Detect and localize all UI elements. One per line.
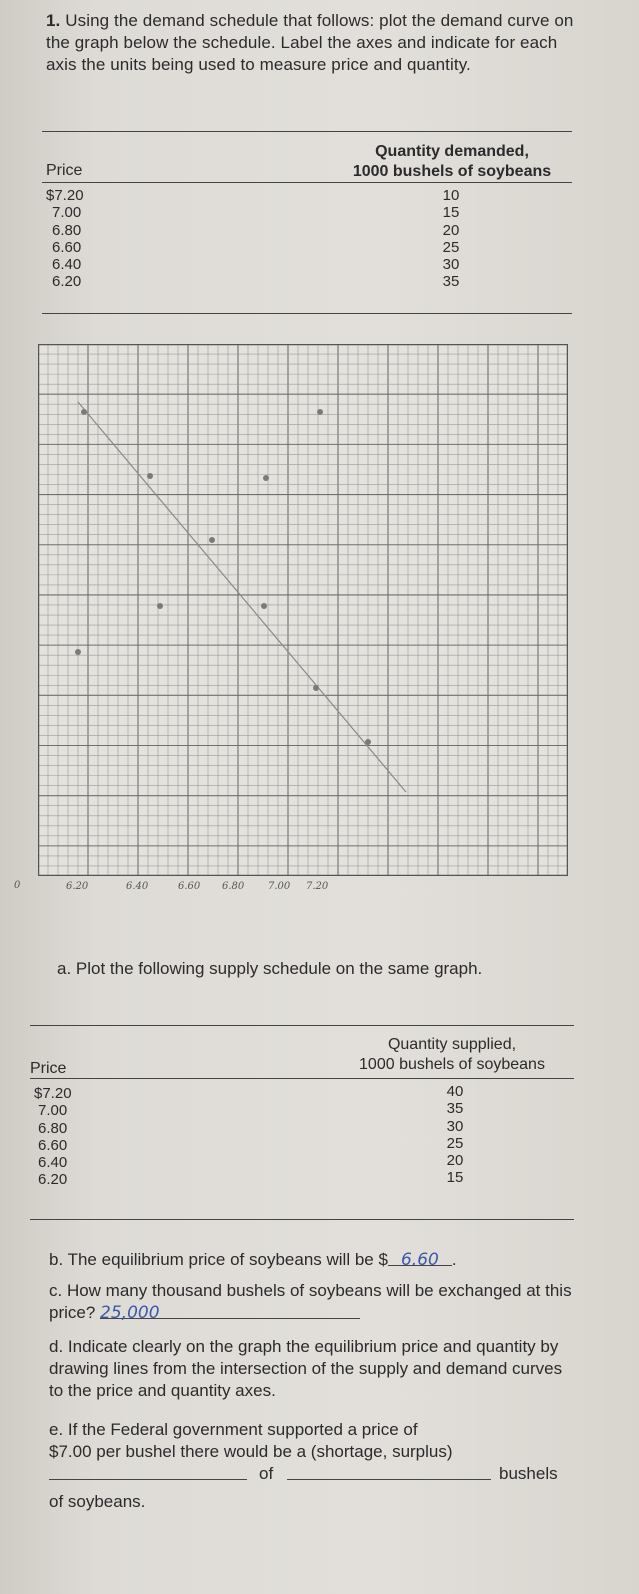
supply-price-1: 7.00	[38, 1102, 68, 1120]
demand-qty-header-line2: 1000 bushels of soybeans	[352, 163, 552, 180]
supply-qty-0: 40	[446, 1083, 464, 1100]
part-b-text: b. The equilibrium price of soybeans will be $	[49, 1250, 388, 1269]
demand-price-2: 6.80	[52, 221, 82, 239]
handwritten-axis-4: 7.00	[268, 881, 291, 892]
graph-paper	[38, 344, 568, 876]
part-a: a. Plot the following supply schedule on the same graph.	[57, 959, 483, 978]
supply-price-0: $7.20	[34, 1085, 72, 1102]
pencil-plot-point	[75, 649, 81, 655]
supply-qty-5: 15	[446, 1169, 464, 1187]
demand-qty-column	[436, 187, 466, 291]
demand-price-0: $7.20	[46, 187, 84, 204]
part-c	[49, 1280, 574, 1324]
question-1	[46, 10, 576, 76]
demand-price-3: 6.60	[52, 238, 82, 256]
demand-qty-header	[332, 142, 572, 182]
demand-qty-2: 20	[442, 221, 460, 239]
graph-grid	[38, 344, 568, 876]
supply-qty-header-line2: 1000 bushels of soybeans	[359, 1056, 545, 1073]
supply-qty-1: 35	[446, 1100, 464, 1118]
pencil-plot-point	[157, 603, 163, 609]
pencil-plot-point	[209, 537, 215, 543]
question-number: 1.	[46, 11, 61, 30]
demand-price-5: 6.20	[52, 273, 82, 291]
bushels-amount-blank[interactable]	[287, 1463, 491, 1480]
part-e	[49, 1419, 574, 1513]
demand-qty-1: 15	[442, 204, 460, 222]
part-c-answer: 25,000	[100, 1303, 160, 1323]
demand-price-4: 6.40	[52, 256, 82, 274]
part-b-answer: 6.60	[400, 1250, 439, 1270]
shortage-surplus-blank[interactable]	[49, 1463, 247, 1480]
pencil-plot-point	[81, 409, 87, 415]
demand-table-bottom-rule	[42, 313, 572, 314]
part-e-bushels-word: bushels	[499, 1464, 558, 1483]
demand-price-column	[46, 187, 84, 291]
supply-qty-header	[330, 1035, 574, 1075]
supply-qty-4: 20	[446, 1152, 464, 1170]
pencil-plot-point	[365, 739, 371, 745]
supply-qty-header-line1: Quantity supplied,	[387, 1036, 517, 1053]
demand-price-header: Price	[46, 162, 83, 179]
part-e-of-word: of	[259, 1464, 274, 1483]
supply-price-header: Price	[30, 1060, 67, 1077]
question-text: Using the demand schedule that follows: plot the demand curve on the graph below the schedule. Label the axes and indicate for each axis the units being used to measure price and quantity.	[46, 11, 574, 74]
demand-qty-3: 25	[442, 238, 460, 256]
handwritten-axis-0: 6.20	[66, 881, 89, 892]
pencil-plot-point	[263, 475, 269, 481]
demand-price-1: 7.00	[52, 204, 82, 222]
part-b: b. The equilibrium price of soybeans will be $ 6.60 .	[49, 1250, 457, 1270]
part-d: d. Indicate clearly on the graph the equilibrium price and quantity by drawing lines from the intersection of the supply and demand curves to the price and quantity axes.	[49, 1337, 563, 1400]
supply-header-rule	[30, 1078, 574, 1079]
handwritten-axis-1: 6.40	[126, 881, 149, 892]
demand-qty-4: 30	[442, 256, 460, 274]
part-c-answer-blank[interactable]	[100, 1302, 360, 1323]
supply-table-bottom-rule	[30, 1219, 574, 1220]
supply-price-2: 6.80	[38, 1119, 68, 1137]
handwritten-axis-2: 6.60	[178, 881, 201, 892]
pencil-plot-point	[147, 473, 153, 479]
handwritten-origin: 0	[14, 880, 21, 891]
part-b-answer-blank[interactable]	[388, 1249, 452, 1270]
demand-qty-0: 10	[442, 187, 460, 204]
supply-qty-3: 25	[446, 1134, 464, 1152]
part-e-line2: $7.00 per bushel there would be a (shortage, surplus)	[49, 1442, 453, 1461]
supply-price-column	[34, 1085, 72, 1189]
supply-table-top-rule	[30, 1025, 574, 1026]
supply-qty-2: 30	[446, 1117, 464, 1135]
demand-table-top-rule	[42, 131, 572, 132]
handwritten-axis-3: 6.80	[222, 881, 245, 892]
part-e-last-line: of soybeans.	[49, 1492, 146, 1511]
part-e-line1: e. If the Federal government supported a price of	[49, 1420, 418, 1439]
pencil-plot-point	[261, 603, 267, 609]
demand-qty-header-line1: Quantity demanded,	[375, 143, 529, 160]
demand-qty-5: 35	[442, 273, 460, 291]
supply-price-3: 6.60	[38, 1136, 68, 1154]
pencil-plot-point	[313, 685, 319, 691]
pencil-plot-point	[317, 409, 323, 415]
part-e-blanks-row	[49, 1463, 574, 1485]
supply-price-5: 6.20	[38, 1171, 68, 1189]
demand-header-rule	[42, 182, 572, 183]
supply-qty-column	[440, 1083, 470, 1187]
part-c-text: c. How many thousand bushels of soybeans will be exchanged at this price?	[49, 1281, 572, 1322]
handwritten-axis-5: 7.20	[306, 881, 329, 892]
supply-price-4: 6.40	[38, 1154, 68, 1172]
